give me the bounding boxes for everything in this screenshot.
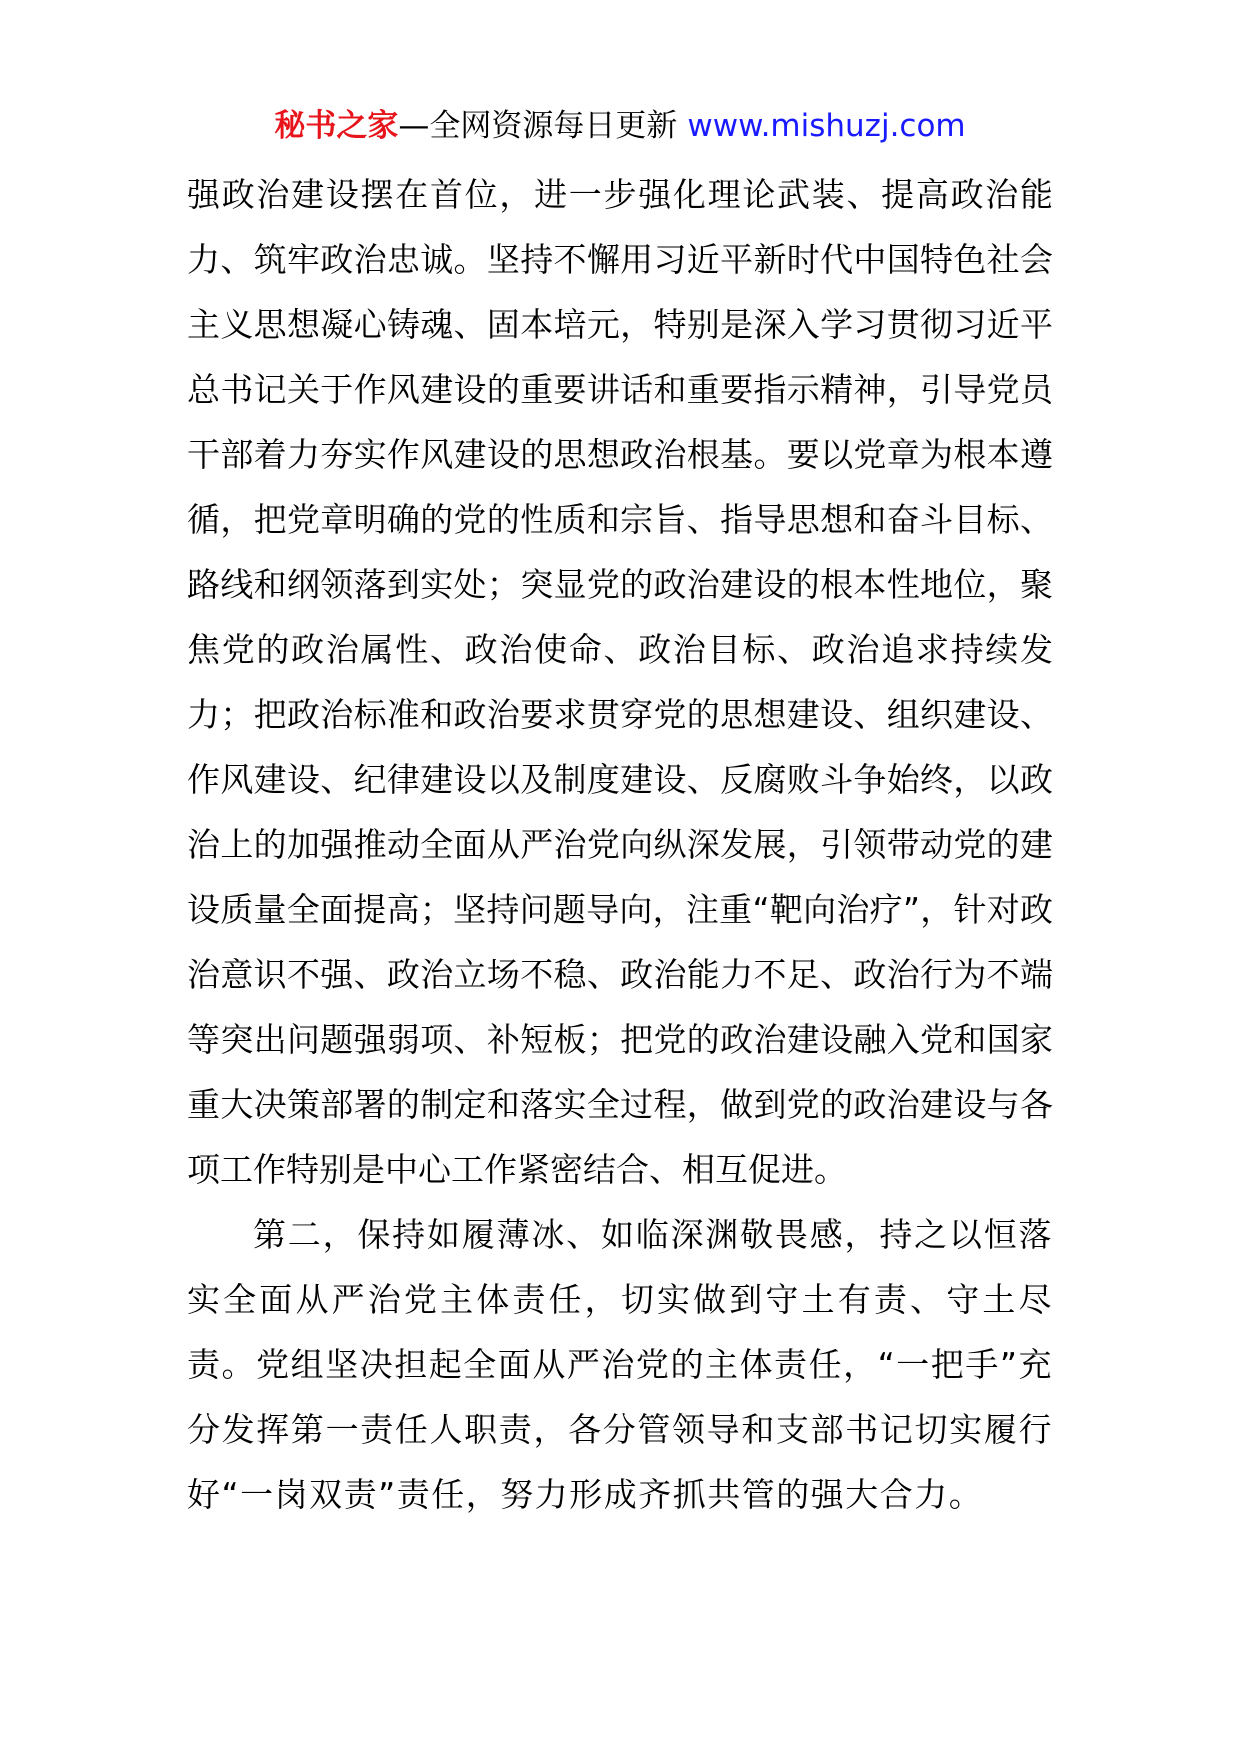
- header-slogan: —全网资源每日更新: [398, 108, 678, 144]
- document-body: [187, 162, 1053, 1527]
- brand-name: 秘书之家: [274, 108, 399, 144]
- website-url: www.mishuzj.com: [687, 108, 966, 144]
- page-header: [0, 104, 1240, 148]
- paragraph: 第二，保持如履薄冰、如临深渊敬畏感，持之以恒落实全面从严治党主体责任，切实做到守土有责、守土尽责。党组坚决担起全面从严治党的主体责任，“一把手”充分发挥第一责任人职责，各分管领导和支部书记切实履行好“一岗双责”责任，努力形成齐抓共管的强大合力。: [187, 1215, 1053, 1514]
- paragraph: 强政治建设摆在首位，进一步强化理论武装、提高政治能力、筑牢政治忠诚。坚持不懈用习近平新时代中国特色社会主义思想凝心铸魂、固本培元，特别是深入学习贯彻习近平总书记关于作风建设的重要讲话和重要指示精神，引导党员干部着力夯实作风建设的思想政治根基。要以党章为根本遵循，把党章明确的党的性质和宗旨、指导思想和奋斗目标、路线和纲领落到实处；突显党的政治建设的根本性地位，聚焦党的政治属性、政治使命、政治目标、政治追求持续发力；把政治标准和政治要求贯穿党的思想建设、组织建设、作风建设、纪律建设以及制度建设、反腐败斗争始终，以政治上的加强推动全面从严治党向纵深发展，引领带动党的建设质量全面提高；坚持问题导向，注重“靶向治疗”，针对政治意识不强、政治立场不稳、政治能力不足、政治行为不端等突出问题强弱项、补短板；把党的政治建设融入党和国家重大决策部署的制定和落实全过程，做到党的政治建设与各项工作特别是中心工作紧密结合、相互促进。: [187, 175, 1053, 1189]
